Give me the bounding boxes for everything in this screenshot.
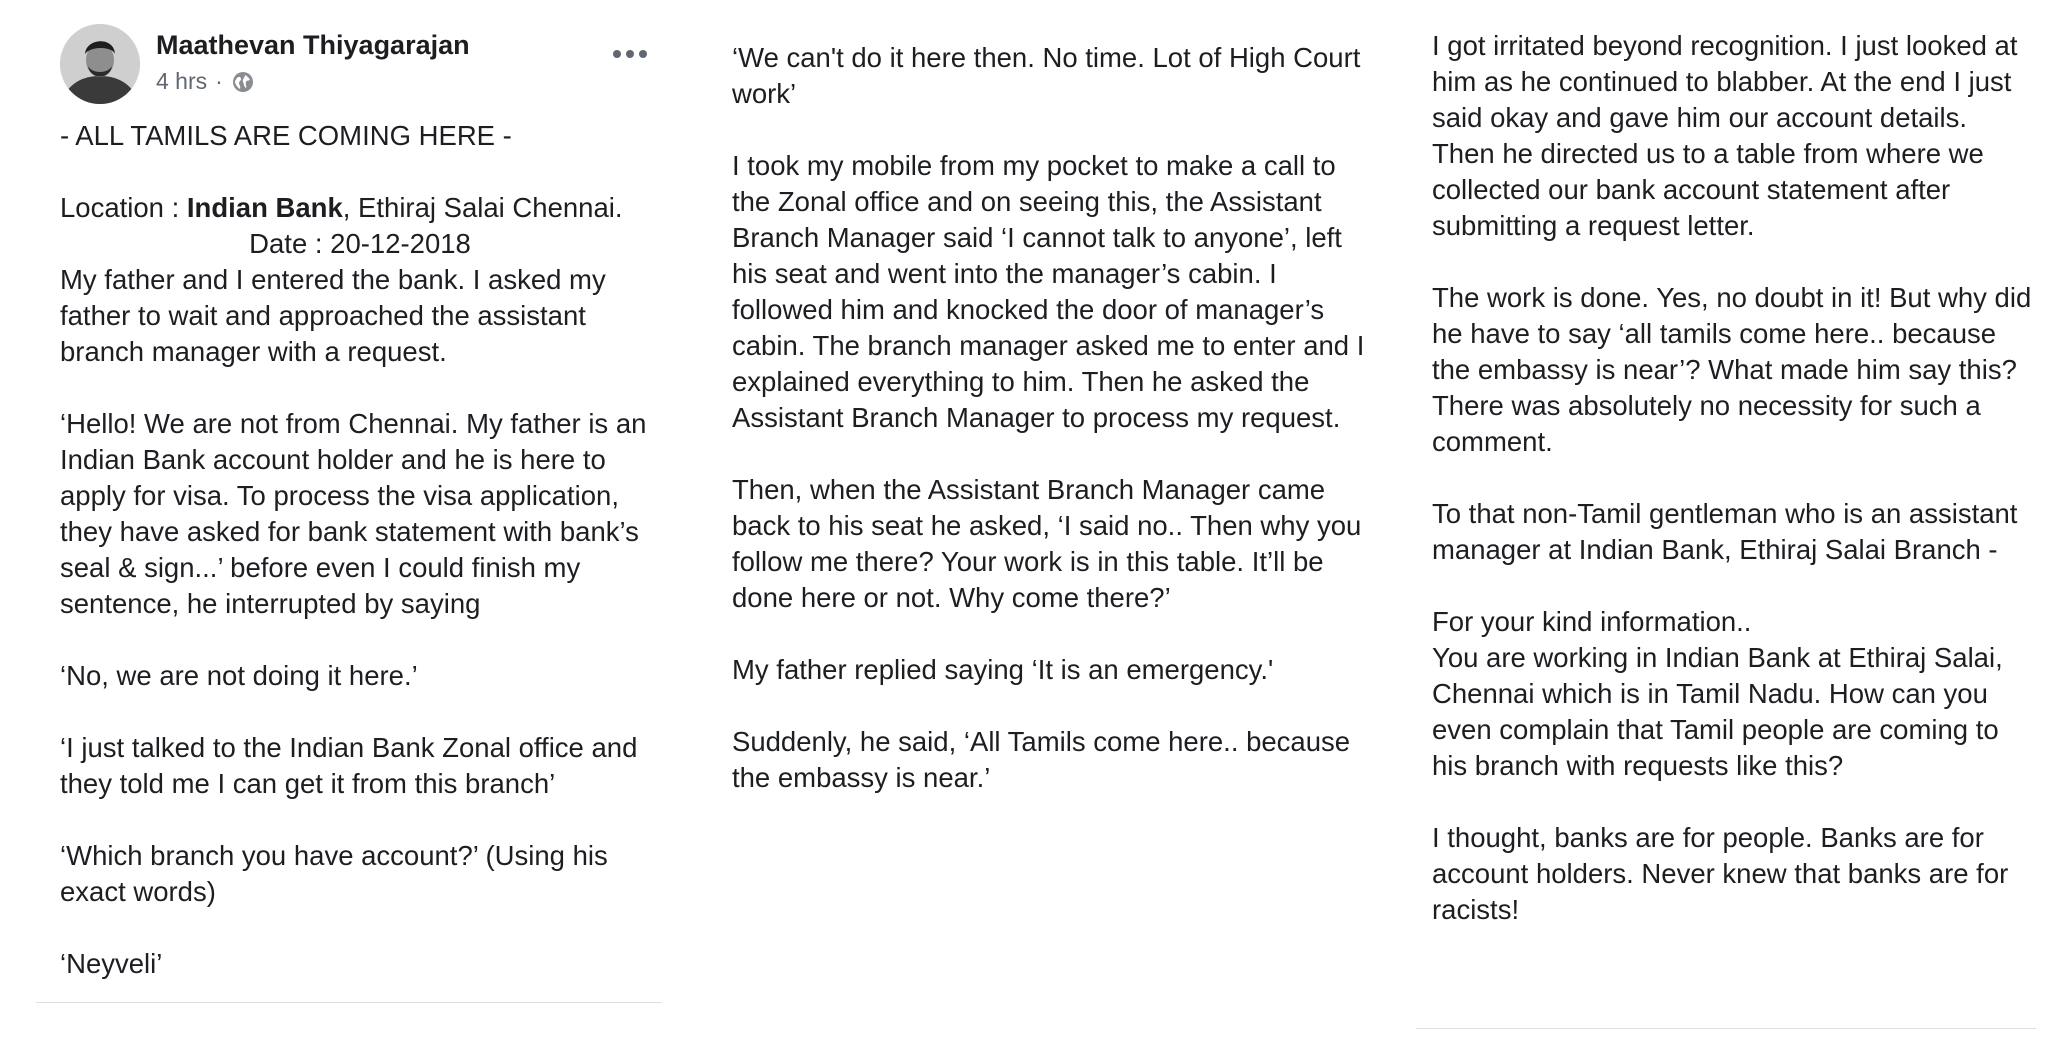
paragraph: I thought, banks are for people. Banks are for account holders. Never knew that banks are for racists! <box>1432 822 2009 925</box>
paragraph: My father and I entered the bank. I asked my father to wait and approached the assistant branch manager with a request. <box>60 264 606 367</box>
paragraph: For your kind information.. <box>1432 606 1752 637</box>
divider <box>1416 1028 2036 1029</box>
paragraph-group <box>1432 280 2032 460</box>
paragraph-group <box>1432 604 2032 784</box>
more-options-icon[interactable] <box>608 40 652 68</box>
post-heading: - ALL TAMILS ARE COMING HERE - <box>60 120 512 151</box>
paragraph: The work is done. Yes, no doubt in it! But why did he have to say ‘all tamils come here.. because the embassy is near’? What made him say this? <box>1432 282 2032 385</box>
paragraph: There was absolutely no necessity for such a comment. <box>1432 390 1981 457</box>
post-header <box>60 22 660 106</box>
paragraph: You are working in Indian Bank at Ethiraj Salai, Chennai which is in Tamil Nadu. How can you even complain that Tamil people are coming to his branch with requests like this? <box>1432 642 2003 781</box>
post-time[interactable]: 4 hrs <box>156 68 208 94</box>
paragraph: I took my mobile from my pocket to make a call to the Zonal office and on seeing this, the Assistant Branch Manager said ‘I cannot talk to anyone’, left his seat and went into the manager’s cabin. I followed him and knocked the door of manager’s cabin. The branch manager asked me to enter and I explained everything to him. Then he asked the Assistant Branch Manager to process my request. <box>732 150 1365 433</box>
paragraph: I got irritated beyond recognition. I just looked at him as he continued to blabber. At the end I just said okay and gave him our account details. Then he directed us to a table from where we collected our bank account statement after submitting a request letter. <box>1432 30 2018 241</box>
location-line <box>60 190 660 226</box>
paragraph: My father replied saying ‘It is an emergency.' <box>732 654 1274 685</box>
paragraph: ‘I just talked to the Indian Bank Zonal office and they told me I can get it from this branch’ <box>60 732 638 799</box>
location-bank: Indian Bank <box>186 192 343 223</box>
paragraph: ‘Which branch you have account?’ (Using his exact words) <box>60 840 608 907</box>
globe-icon[interactable] <box>231 70 255 94</box>
meta-separator: · <box>215 68 223 94</box>
paragraph: Then, when the Assistant Branch Manager came back to his seat he asked, ‘I said no.. Then why you follow me there? Your work is in this table. It’ll be done here or not. Why come there?’ <box>732 474 1362 613</box>
author-avatar[interactable] <box>60 24 140 104</box>
location-rest: , Ethiraj Salai Chennai. <box>342 192 623 223</box>
post-column-1 <box>60 118 660 982</box>
post-meta <box>156 68 255 95</box>
divider <box>36 1002 662 1003</box>
paragraph: ‘No, we are not doing it here.’ <box>60 660 418 691</box>
paragraph: ‘Hello! We are not from Chennai. My father is an Indian Bank account holder and he is here to apply for visa. To process the visa application, they have asked for bank statement with bank’s seal & sign...’ before even I could finish my sentence, he interrupted by saying <box>60 408 647 619</box>
paragraph: To that non-Tamil gentleman who is an assistant manager at Indian Bank, Ethiraj Salai Branch - <box>1432 498 2018 565</box>
author-name[interactable]: Maathevan Thiyagarajan <box>156 30 470 60</box>
post-column-2 <box>732 40 1372 796</box>
location-label: Location : <box>60 192 187 223</box>
paragraph: Suddenly, he said, ‘All Tamils come here.. because the embassy is near.’ <box>732 726 1351 793</box>
paragraph: ‘We can't do it here then. No time. Lot of High Court work’ <box>732 42 1361 109</box>
post-column-3 <box>1432 28 2032 928</box>
paragraph: ‘Neyveli’ <box>60 948 163 979</box>
post-date: Date : 20-12-2018 <box>249 228 471 259</box>
